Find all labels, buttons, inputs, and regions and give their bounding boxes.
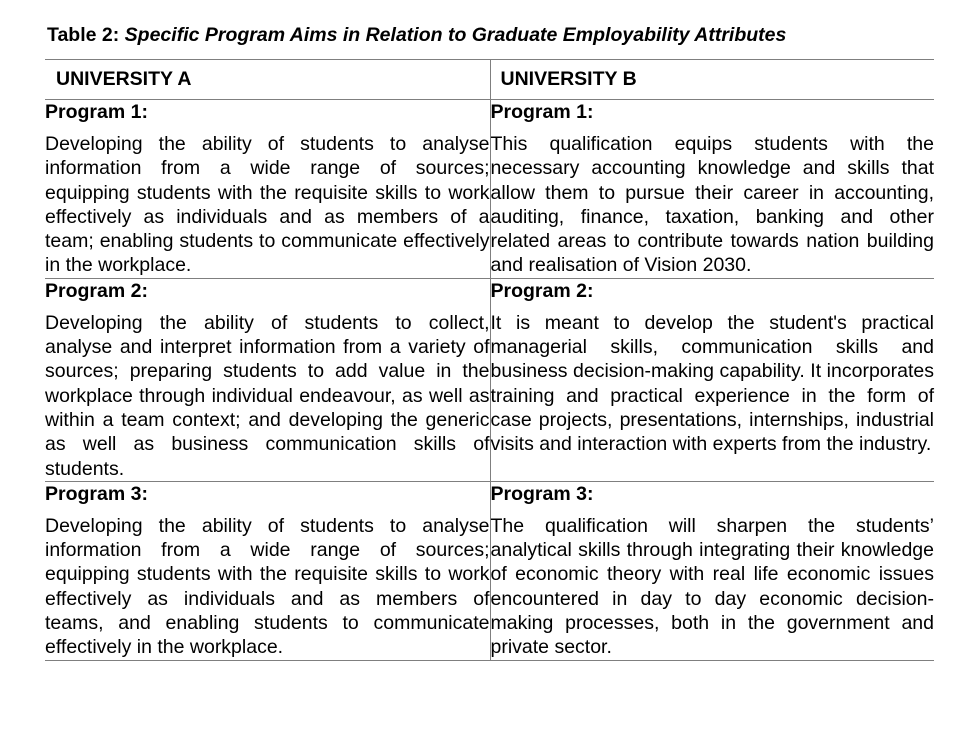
table-row [45,481,934,660]
header-university-b: UNIVERSITY B [490,60,934,100]
program-heading: Program 1: [45,101,148,123]
program-description: This qualification equips students with the necessary accounting knowledge and skills that allow them to pursue their career in accounting, auditing, finance, taxation, banking and other related areas to contribute towards nation building and realisation of Vision 2030. [490,133,934,277]
table-caption [47,24,786,47]
program-heading: Program 2: [45,279,148,302]
table-row [45,100,934,279]
caption-label: Table 2: [47,24,125,46]
program-description: Developing the ability of students to analyse information from a wide range of sources; equipping students with the requisite skills to work effectively as individuals and as members of teams, and enabling students to communicate effectively in the workplace. [45,514,490,659]
university-a-cell [45,481,490,660]
program-description: Developing the ability of students to collect, analyse and interpret information from a variety of sources; preparing students to add value in the workplace through individual endeavour, as well as within a team context; and developing the generic as well as business communication skills of students. [45,311,490,480]
header-row [45,60,934,100]
university-a-cell [45,278,490,481]
university-b-cell [490,278,934,481]
header-university-a: UNIVERSITY A [45,60,490,100]
table-row [45,278,934,481]
program-heading: Program 1: [490,101,594,123]
program-heading: Program 2: [490,279,594,302]
program-description: It is meant to develop the student's practical managerial skills, communication skills and business decision-making capability. It incorporates training and practical experience in the form of case projects, presentations, internships, industrial visits and interaction with experts from the industry. [490,311,934,456]
program-description: The qualification will sharpen the students’ analytical skills through integrating their knowledge of economic theory with real life economic issues encountered in day to day economic decision-making processes, both in the government and private sector. [490,514,934,659]
university-b-cell [490,481,934,660]
program-heading: Program 3: [490,482,594,505]
program-heading: Program 3: [45,482,148,505]
caption-title: Specific Program Aims in Relation to Graduate Employability Attributes [124,24,787,46]
university-a-cell [45,100,490,279]
university-b-cell [490,100,934,279]
program-aims-table [45,59,934,661]
program-description: Developing the ability of students to analyse information from a wide range of sources; equipping students with the requisite skills to work effectively as individuals and as members of a team; enabling students to communicate effectively in the workplace. [45,133,490,277]
